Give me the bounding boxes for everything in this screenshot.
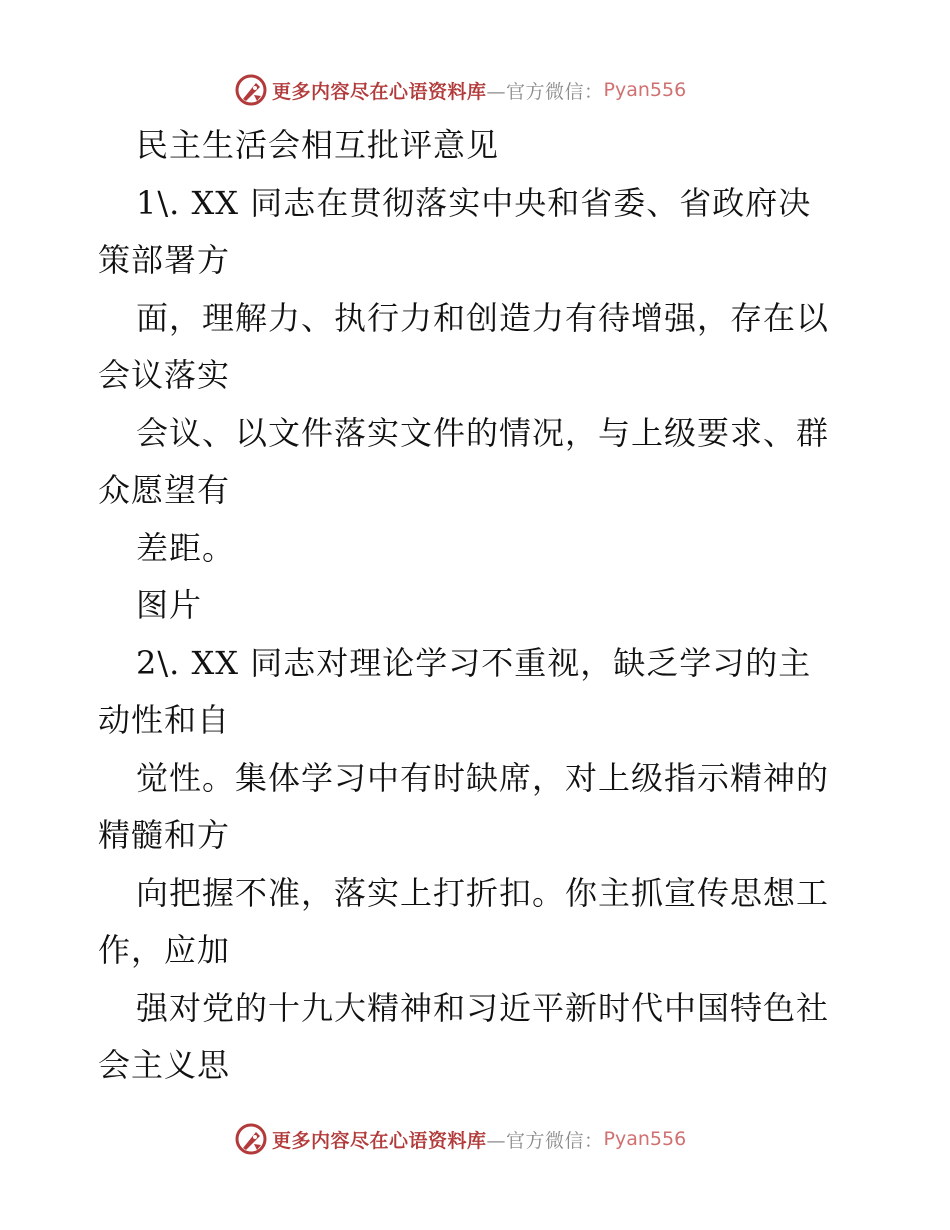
watermark-brand-text: 更多内容尽在心语资料库 [272, 1129, 487, 1152]
document-line: 差距。 [136, 528, 236, 567]
watermark-separator-text: —官方微信： [486, 1129, 604, 1152]
document-line: 觉性。集体学习中有时缺席，对上级指示精神的 [136, 758, 830, 797]
fountain-pen-logo-icon [234, 73, 268, 107]
document-line: 面，理解力、执行力和创造力有待增强，存在以 [136, 298, 830, 337]
document-line: 会议落实 [98, 356, 231, 394]
watermark-wechat-id: Pyan556 [603, 79, 687, 101]
document-line: 强对党的十九大精神和习近平新时代中国特色社 [136, 988, 830, 1027]
document-line: 精髓和方 [98, 816, 231, 854]
document-line: 众愿望有 [98, 471, 231, 509]
watermark-brand-text: 更多内容尽在心语资料库 [272, 80, 487, 103]
watermark-wechat-id: Pyan556 [603, 1128, 687, 1150]
document-body [98, 117, 858, 1095]
document-line: 会主义思 [98, 1046, 231, 1084]
document-line: 会议、以文件落实文件的情况，与上级要求、群 [136, 413, 830, 452]
document-line: 图片 [136, 586, 203, 624]
document-line: 作，应加 [98, 931, 231, 969]
footer-watermark [234, 1121, 686, 1157]
header-watermark [234, 72, 686, 108]
document-line: 民主生活会相互批评意见 [136, 126, 500, 164]
document-line: 2\. XX 同志对理论学习不重视，缺乏学习的主 [136, 643, 812, 682]
document-line: 向把握不准，落实上打折扣。你主抓宣传思想工 [136, 873, 830, 912]
watermark-separator-text: —官方微信： [486, 80, 604, 103]
fountain-pen-logo-icon [234, 1122, 268, 1156]
document-line: 动性和自 [98, 701, 231, 739]
document-line: 策部署方 [98, 241, 231, 279]
document-line: 1\. XX 同志在贯彻落实中央和省委、省政府决 [136, 183, 812, 222]
